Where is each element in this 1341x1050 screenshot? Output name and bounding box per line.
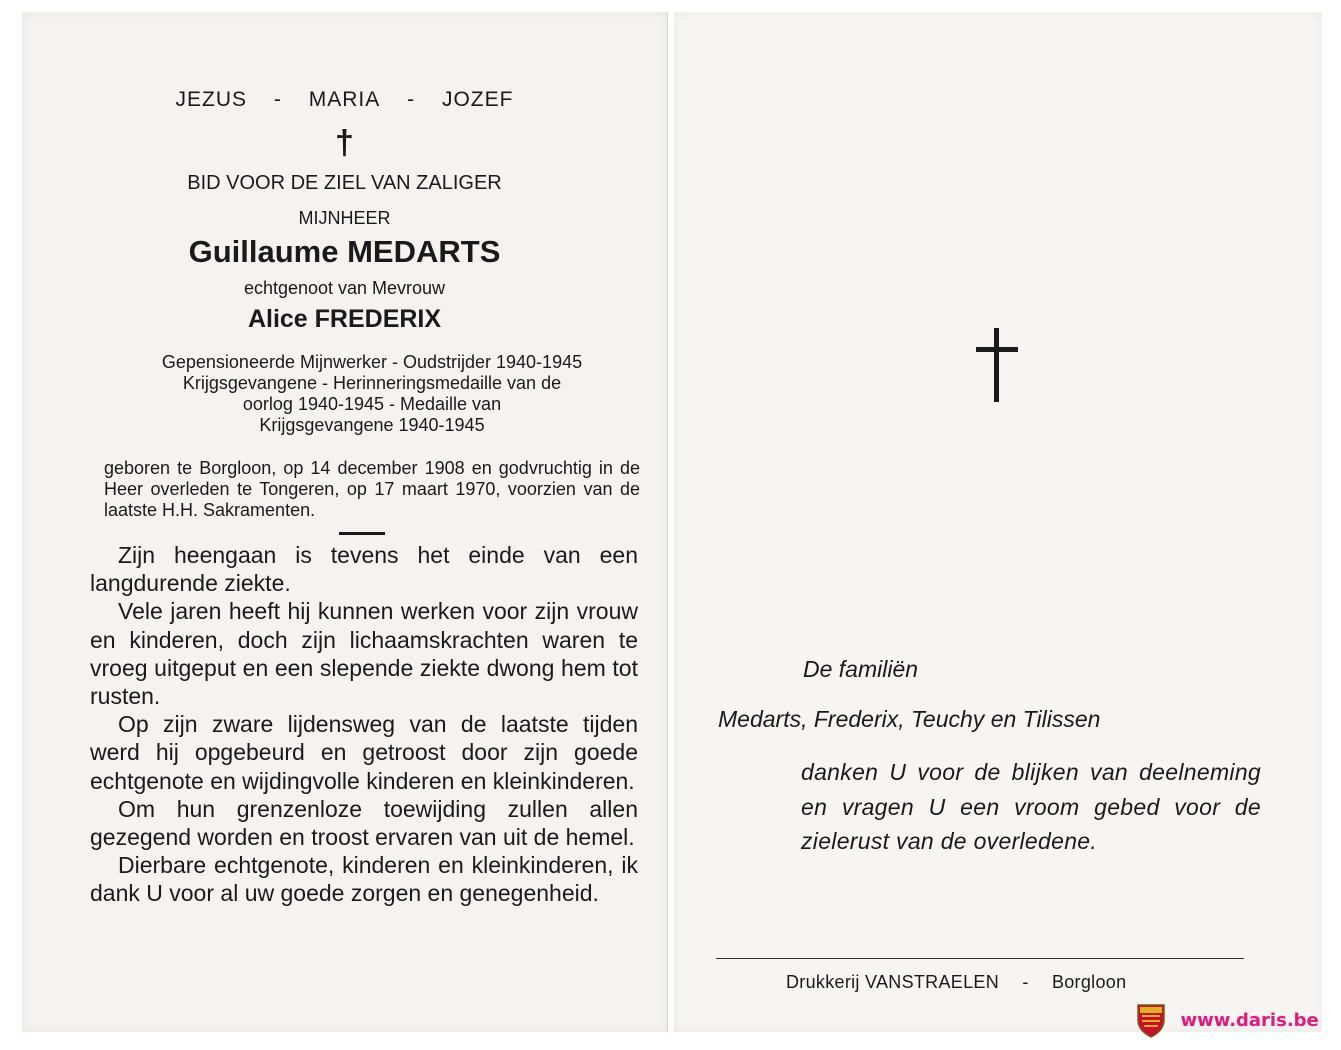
- paragraph: Zijn heengaan is tevens het einde van een langdurende ziekte.: [90, 542, 638, 597]
- watermark: [1136, 1002, 1319, 1040]
- spouse-name: Alice FREDERIX: [247, 305, 442, 333]
- prayer-line: BID VOOR DE ZIEL VAN ZALIGER: [187, 172, 502, 194]
- paragraph: Om hun grenzenloze toewijding zullen allen gezegend worden en troost ervaren van uit de hemel.: [90, 795, 638, 851]
- paragraph: Op zijn zware lijdensweg van de laatste tijden werd hij opgebeurd en getroost door zijn goede echtgenote en wijdingvolle kinderen en kleinkinderen.: [90, 711, 638, 794]
- invocation-word: MARIA: [308, 88, 381, 111]
- printer-city: Borgloon: [1051, 972, 1127, 992]
- honorific: MIJNHEER: [298, 208, 391, 228]
- title-line: Krijgsgevangene - Herinneringsmedaille van de: [182, 373, 562, 393]
- title-line: Gepensioneerde Mijnwerker - Oudstrijder 1940-1945: [161, 352, 583, 372]
- birth-death-text: geboren te Borgloon, op 14 december 1908 en godvruchtig in de Heer overleden te Tongeren, op 17 maart 1970, voorzien van de laatste H.H. Sakramenten.: [104, 458, 640, 520]
- family-intro: De familiën: [803, 656, 919, 682]
- watermark-text: www.daris.be: [1180, 1009, 1319, 1031]
- divider: [716, 958, 1244, 959]
- printer-name: Drukkerij VANSTRAELEN: [786, 972, 1000, 992]
- family-names: Medarts, Frederix, Teuchy en Tilissen: [718, 706, 1101, 732]
- printer-separator: -: [1022, 972, 1029, 992]
- paragraph: Dierbare echtgenote, kinderen en kleinkinderen, ik dank U voor al uw goede zorgen en genegenheid.: [90, 852, 638, 907]
- invocation-separator: -: [407, 88, 416, 111]
- crest-icon: [1136, 1002, 1166, 1038]
- invocation: [22, 88, 667, 112]
- invocation-word: JEZUS: [175, 88, 248, 111]
- divider: [339, 532, 385, 535]
- right-page: [674, 12, 1322, 1032]
- thanks-text: danken U voor de blijken van deelneming en vragen U een vroom gebed voor de zielerust van de overledene.: [801, 759, 1261, 854]
- invocation-separator: -: [273, 88, 282, 111]
- memorial-text: [90, 541, 638, 908]
- deceased-name: Guillaume MEDARTS: [188, 234, 501, 269]
- cross-icon: [976, 328, 1018, 402]
- titles-block: [82, 352, 662, 436]
- title-line: Krijgsgevangene 1940-1945: [259, 415, 485, 435]
- cross-icon: †: [335, 124, 354, 162]
- invocation-word: JOZEF: [441, 88, 514, 111]
- title-line: oorlog 1940-1945 - Medaille van: [242, 394, 502, 414]
- spouse-intro: echtgenoot van Mevrouw: [243, 278, 446, 298]
- paragraph: Vele jaren heeft hij kunnen werken voor zijn vrouw en kinderen, doch zijn lichaamskrachten waren te vroeg uitgeput en een slepende ziekte dwong hem tot rusten.: [90, 598, 638, 710]
- printer-credit: [786, 972, 1126, 993]
